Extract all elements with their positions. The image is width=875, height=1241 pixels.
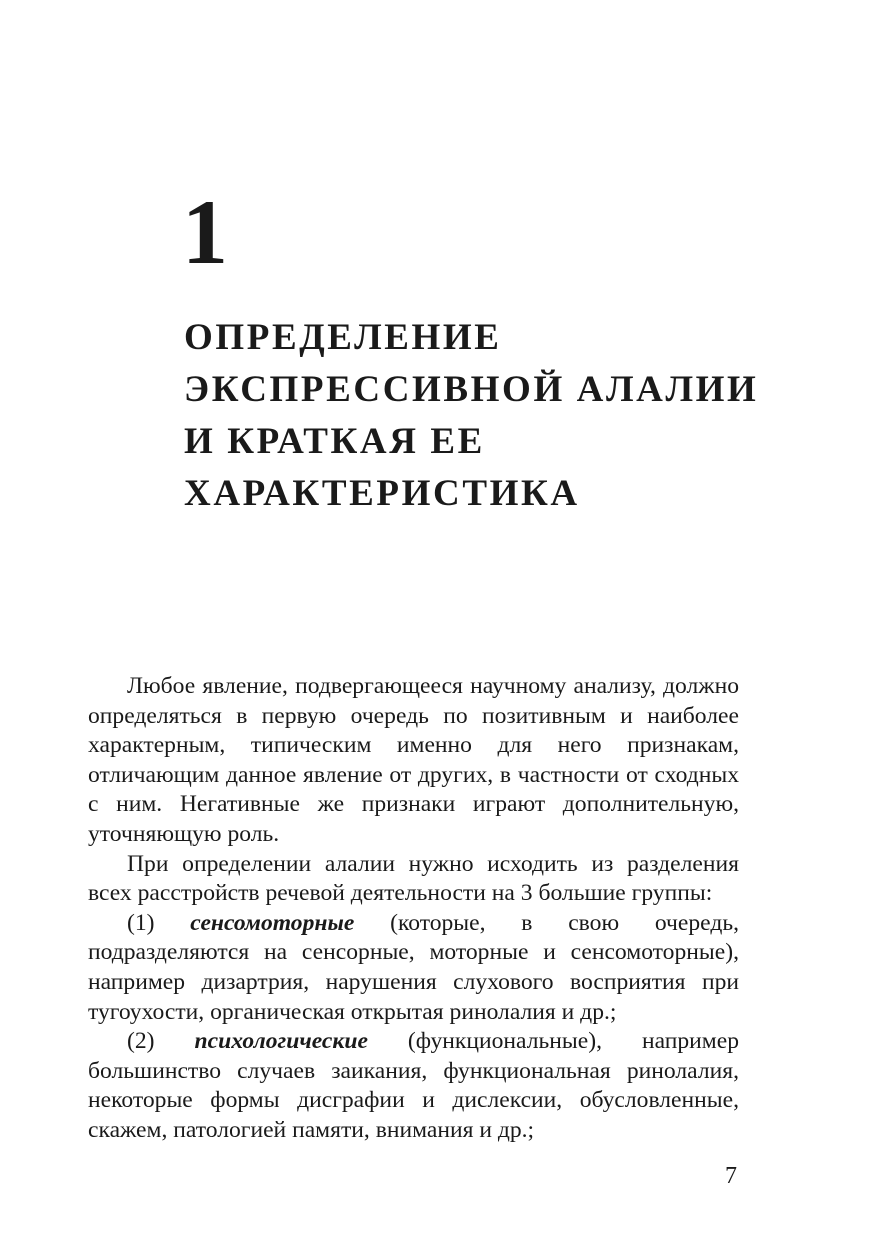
chapter-title [184,312,804,520]
list-item-marker: (1) [127,909,191,936]
chapter-title-line: ОПРЕДЕЛЕНИЕ [184,317,502,358]
list-item-psychological [88,1027,739,1145]
chapter-title-line: ЭКСПРЕССИВНОЙ АЛАЛИИ [184,369,759,410]
term-sensomotor: сенсомоторные [190,909,355,936]
chapter-title-line: ХАРАКТЕРИСТИКА [184,473,580,514]
chapter-title-line: И КРАТКАЯ ЕЕ [184,421,485,462]
body-text [88,672,739,1146]
paragraph-groups-intro: При определении алалии нужно исходить из разделения всех расстройств речевой деятельности на 3 большие группы: [88,850,739,907]
list-item-text: (функциональные), например большинство случаев заикания, функциональная ринолалия, некоторые формы дисграфии и дислексии, обусловленные, скажем, патологией памяти, внимания и др.; [88,1028,739,1143]
chapter-number: 1 [182,181,228,283]
page-number: 7 [725,1163,737,1189]
term-psychological: психологические [194,1028,368,1055]
list-item-text: (которые, в свою очередь, подразделяются на сенсорные, моторные и сенсомоторные), например дизартрия, нарушения слухового восприятия при тугоухости, органическая открытая ринолалия и др.; [88,909,739,1025]
list-item-sensomotor [88,909,739,1027]
list-item-marker: (2) [127,1028,195,1055]
paragraph-definition: Любое явление, подвергающееся научному анализу, должно определяться в первую очередь по позитивным и наиболее характерным, типическим именно для него признакам, отличающим данное явление от других, в частности от сходных с ним. Негативные же признаки играют дополнительную, уточняющую роль. [88,673,739,847]
